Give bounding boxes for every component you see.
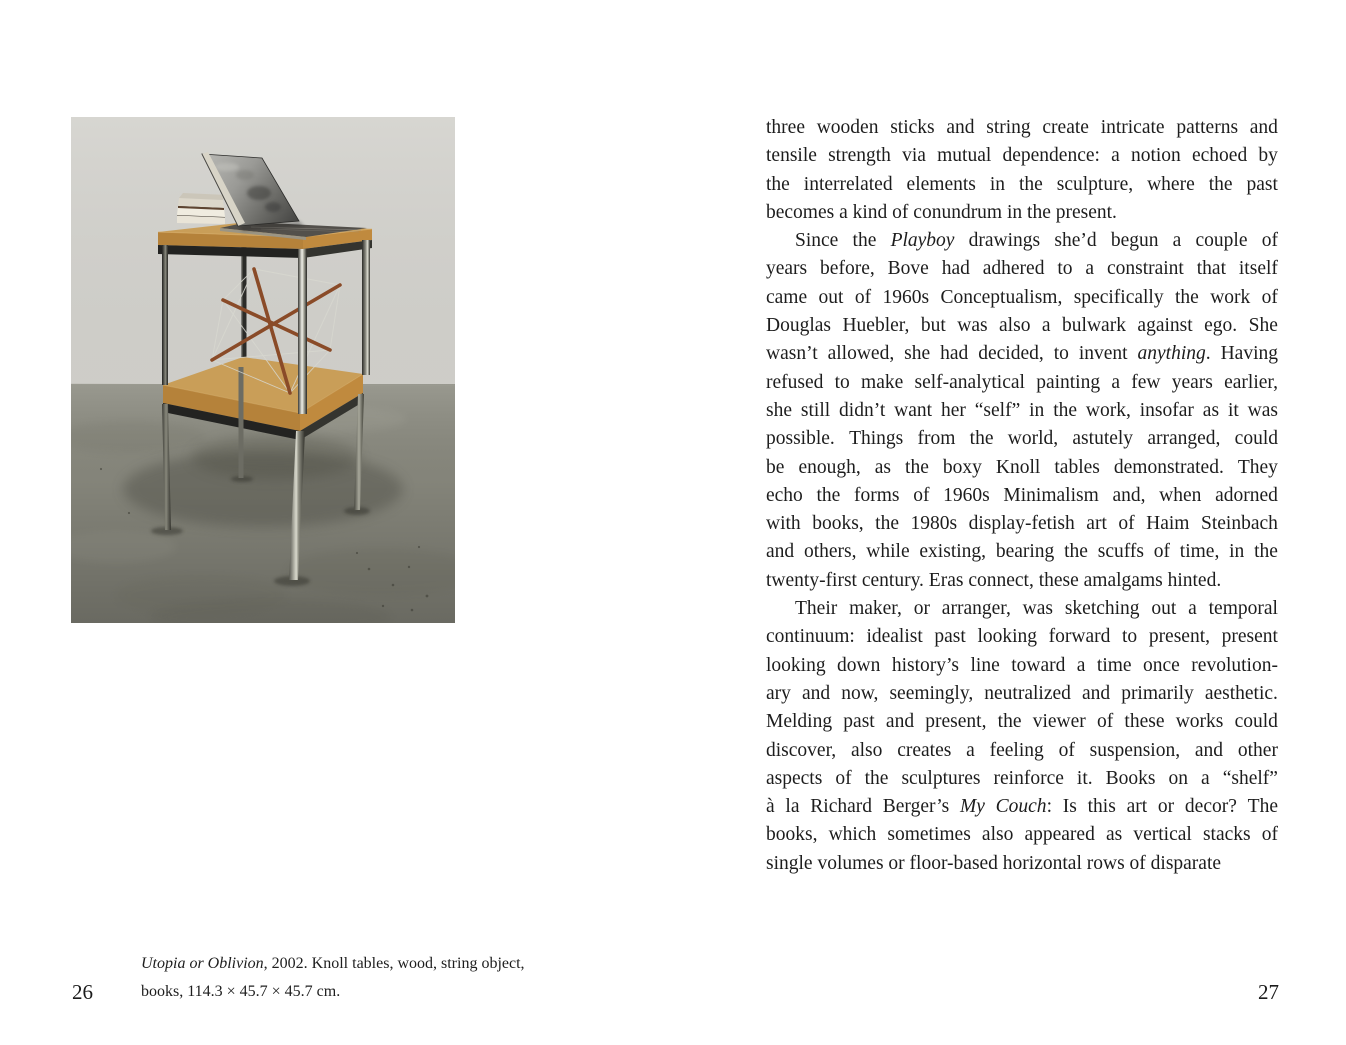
text-line: and others, while existing, bearing the scuffs of time, in the — [766, 541, 1278, 563]
text-line: Their maker, or arranger, was sketching out a temporal — [795, 598, 1278, 620]
text-line: wasn’t allowed, she had decided, to invent anything. Having — [766, 343, 1278, 365]
text-line: refused to make self-analytical painting a few years earlier, — [766, 371, 1278, 393]
text-line: Since the Playboy drawings she’d begun a couple of — [795, 230, 1278, 252]
text-line: she still didn’t want her “self” in the work, insofar as it was — [766, 399, 1278, 421]
text-line: came out of 1960s Conceptualism, specifically the work of — [766, 286, 1278, 308]
text-line: tensile strength via mutual dependence: a notion echoed by — [766, 145, 1278, 167]
page-number-left: 26 — [72, 980, 93, 1004]
text-line: ary and now, seemingly, neutralized and primarily aesthetic. — [766, 682, 1278, 704]
text-line: discover, also creates a feeling of suspension, and other — [766, 739, 1278, 761]
artwork-photo — [71, 117, 455, 623]
text-line: Melding past and present, the viewer of these works could — [766, 711, 1278, 733]
text-line: books, 114.3 × 45.7 × 45.7 cm. — [141, 983, 341, 1001]
text-line: single volumes or floor-based horizontal rows of disparate — [766, 852, 1222, 874]
text-line: the interrelated elements in the sculpture, where the past — [766, 173, 1278, 195]
text-line: possible. Things from the world, astutely arranged, could — [766, 428, 1278, 450]
text-line: à la Richard Berger’s My Couch: Is this art or decor? The — [766, 796, 1278, 818]
text-line: three wooden sticks and string create intricate patterns and — [766, 117, 1278, 138]
text-line: be enough, as the boxy Knoll tables demonstrated. They — [766, 456, 1278, 478]
text-line: books, which sometimes also appeared as vertical stacks of — [766, 824, 1278, 846]
text-line: aspects of the sculptures reinforce it. Books on a “shelf” — [766, 767, 1278, 789]
book-stack — [177, 193, 227, 224]
text-line: looking down history’s line toward a time once revolution- — [766, 654, 1278, 676]
body-text — [766, 114, 1278, 878]
text-line: echo the forms of 1960s Minimalism and, when adorned — [766, 484, 1278, 506]
artwork-caption — [141, 950, 571, 1007]
text-line: continuum: idealist past looking forward to present, present — [766, 626, 1278, 648]
text-line: years before, Bove had adhered to a constraint that itself — [766, 258, 1278, 280]
text-line: with books, the 1980s display-fetish art of Haim Steinbach — [766, 513, 1278, 535]
text-line: Douglas Huebler, but was also a bulwark against ego. She — [766, 315, 1278, 337]
text-line: twenty-first century. Eras connect, these amalgams hinted. — [766, 569, 1222, 591]
page-number-right: 27 — [1258, 980, 1279, 1004]
text-line: becomes a kind of conundrum in the present. — [766, 201, 1117, 223]
text-line: Utopia or Oblivion, 2002. Knoll tables, wood, string object, — [141, 955, 525, 972]
